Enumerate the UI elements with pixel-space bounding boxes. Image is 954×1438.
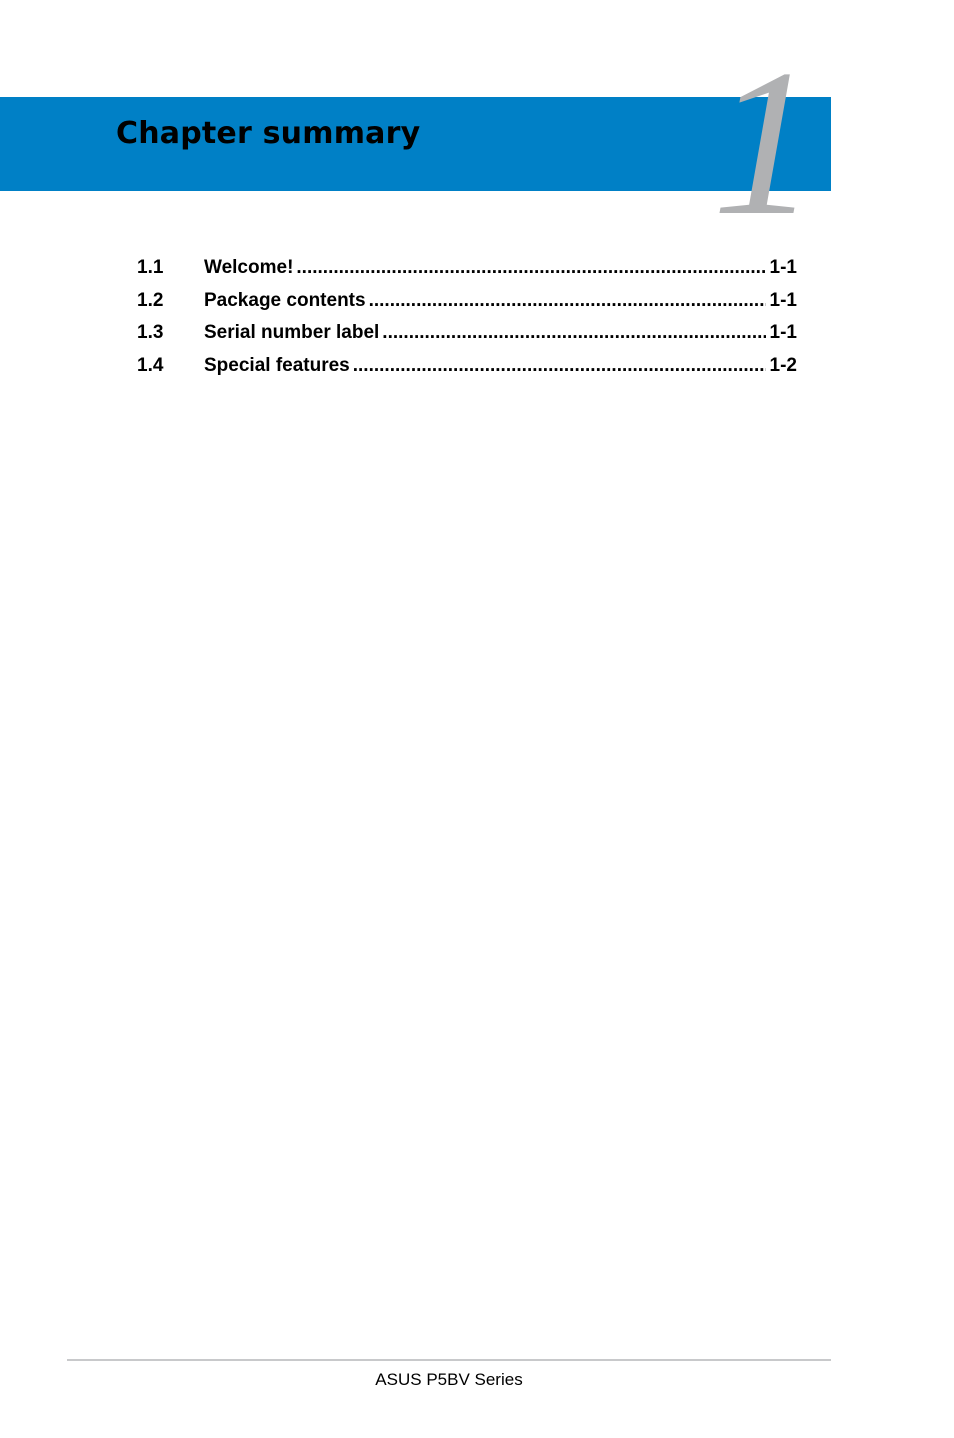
toc-section-title: Package contents (204, 289, 366, 311)
toc-page-number: 1-1 (769, 322, 797, 344)
toc-entry-welcome[interactable] (137, 254, 797, 287)
toc-section-number: 1.4 (137, 355, 164, 377)
table-of-contents (137, 254, 797, 385)
toc-section-title: Welcome! (204, 257, 294, 278)
toc-section-title: Serial number label (204, 322, 380, 344)
toc-section-number: 1.3 (137, 322, 164, 344)
toc-entry-special-features[interactable] (137, 352, 797, 385)
chapter-title: Chapter summary (116, 116, 421, 151)
toc-dot-leader (353, 352, 766, 380)
toc-page-number: 1-2 (769, 355, 797, 377)
toc-dot-leader (382, 319, 765, 347)
toc-section-title: Special features (204, 355, 350, 377)
chapter-number: 1 (712, 27, 817, 259)
toc-section-number: 1.1 (137, 257, 164, 278)
toc-entry-package-contents[interactable] (137, 287, 797, 320)
footer-divider (67, 1359, 831, 1361)
toc-page-number: 1-1 (769, 257, 797, 278)
footer-product-name: ASUS P5BV Series (375, 1370, 523, 1389)
toc-page-number: 1-1 (769, 289, 797, 311)
toc-entry-serial-number-label[interactable] (137, 319, 797, 352)
toc-dot-leader (296, 254, 765, 282)
toc-section-number: 1.2 (137, 289, 164, 311)
toc-dot-leader (369, 287, 766, 315)
